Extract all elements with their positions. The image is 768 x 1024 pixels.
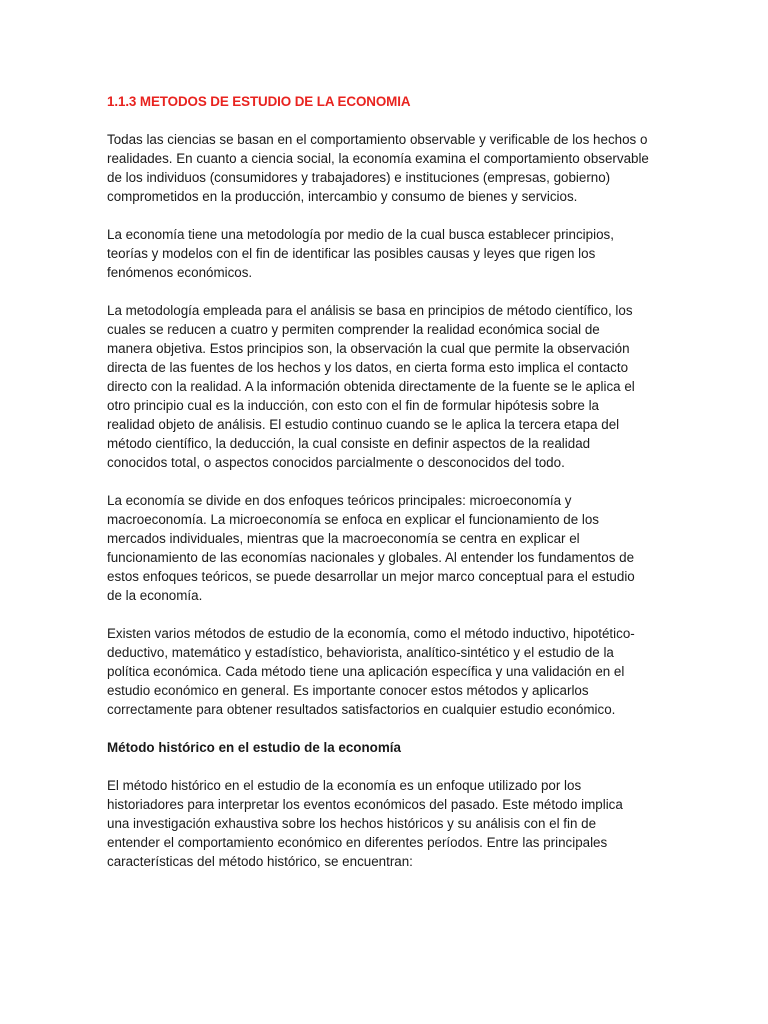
paragraph-line: características del método histórico, se encuentran:	[107, 854, 413, 869]
paragraph-historical-method	[107, 776, 663, 871]
paragraph-line: conocidos total, o aspectos conocidos parcialmente o desconocidos del todo.	[107, 455, 565, 470]
paragraph-line: La economía se divide en dos enfoques teóricos principales: microeconomía y	[107, 493, 572, 508]
paragraph-line: realidad objeto de análisis. El estudio continuo cuando se le aplica la tercera etapa del	[107, 417, 620, 432]
paragraph-line: entender el comportamiento económico en diferentes períodos. Entre las principales	[107, 835, 608, 850]
paragraph-line: método científico, la deducción, la cual consiste en definir aspectos de la realidad	[107, 436, 591, 451]
document-body	[107, 92, 663, 890]
paragraph-line: cuales se reducen a cuatro y permiten comprender la realidad económica social de	[107, 322, 600, 337]
paragraph-line: Todas las ciencias se basan en el comportamiento observable y verificable de los hechos o	[107, 132, 648, 147]
paragraph-line: funcionamiento de las economías nacionales y globales. Al entender los fundamentos de	[107, 550, 635, 565]
paragraph-line: correctamente para obtener resultados satisfactorios en cualquier estudio económico.	[107, 702, 616, 717]
paragraph-line: directa de las fuentes de los hechos y los datos, en cierta forma esto implica el contacto	[107, 360, 629, 375]
paragraph-line: deductivo, matemático y estadístico, behaviorista, analítico-sintético y el estudio de la	[107, 645, 614, 660]
paragraph-intro	[107, 130, 663, 206]
paragraph-line: La metodología empleada para el análisis se basa en principios de método científico, los	[107, 303, 633, 318]
paragraph-line: directo con la realidad. A la información obtenida directamente de la fuente se le aplica el	[107, 379, 635, 394]
subsection-heading: Método histórico en el estudio de la economía	[107, 740, 401, 755]
paragraph-line: estos enfoques teóricos, se puede desarrollar un mejor marco conceptual para el estudio	[107, 569, 635, 584]
paragraph-line: estudio económico en general. Es importante conocer estos métodos y aplicarlos	[107, 683, 589, 698]
paragraph-line: mercados individuales, mientras que la macroeconomía se centra en explicar el	[107, 531, 580, 546]
paragraph-line: teorías y modelos con el fin de identificar las posibles causas y leyes que rigen los	[107, 246, 596, 261]
paragraph-line: fenómenos económicos.	[107, 265, 253, 280]
section-title: 1.1.3 METODOS DE ESTUDIO DE LA ECONOMIA	[107, 94, 411, 109]
paragraph-line: Existen varios métodos de estudio de la economía, como el método inductivo, hipotético-	[107, 626, 635, 641]
paragraph-line: realidades. En cuanto a ciencia social, la economía examina el comportamiento observable	[107, 151, 649, 166]
paragraph-line: otro principio cual es la inducción, con esto con el fin de formular hipótesis sobre la	[107, 398, 600, 413]
paragraph-line: política económica. Cada método tiene una aplicación específica y una validación en el	[107, 664, 625, 679]
paragraph-line: macroeconomía. La microeconomía se enfoca en explicar el funcionamiento de los	[107, 512, 600, 527]
paragraph-line: de la economía.	[107, 588, 203, 603]
paragraph-line: una investigación exhaustiva sobre los hechos históricos y su análisis con el fin de	[107, 816, 597, 831]
paragraph-study-methods	[107, 624, 663, 719]
paragraph-line: La economía tiene una metodología por medio de la cual busca establecer principios,	[107, 227, 614, 242]
paragraph-methodology	[107, 225, 663, 282]
paragraph-line: comprometidos en la producción, intercambio y consumo de bienes y servicios.	[107, 189, 578, 204]
paragraph-line: historiadores para interpretar los eventos económicos del pasado. Este método implica	[107, 797, 623, 812]
paragraph-line: El método histórico en el estudio de la economía es un enfoque utilizado por los	[107, 778, 582, 793]
paragraph-line: manera objetiva. Estos principios son, la observación la cual que permite la observación	[107, 341, 630, 356]
paragraph-line: de los individuos (consumidores y trabajadores) e instituciones (empresas, gobierno)	[107, 170, 611, 185]
paragraph-micro-macro	[107, 491, 663, 605]
paragraph-scientific-method	[107, 301, 663, 472]
